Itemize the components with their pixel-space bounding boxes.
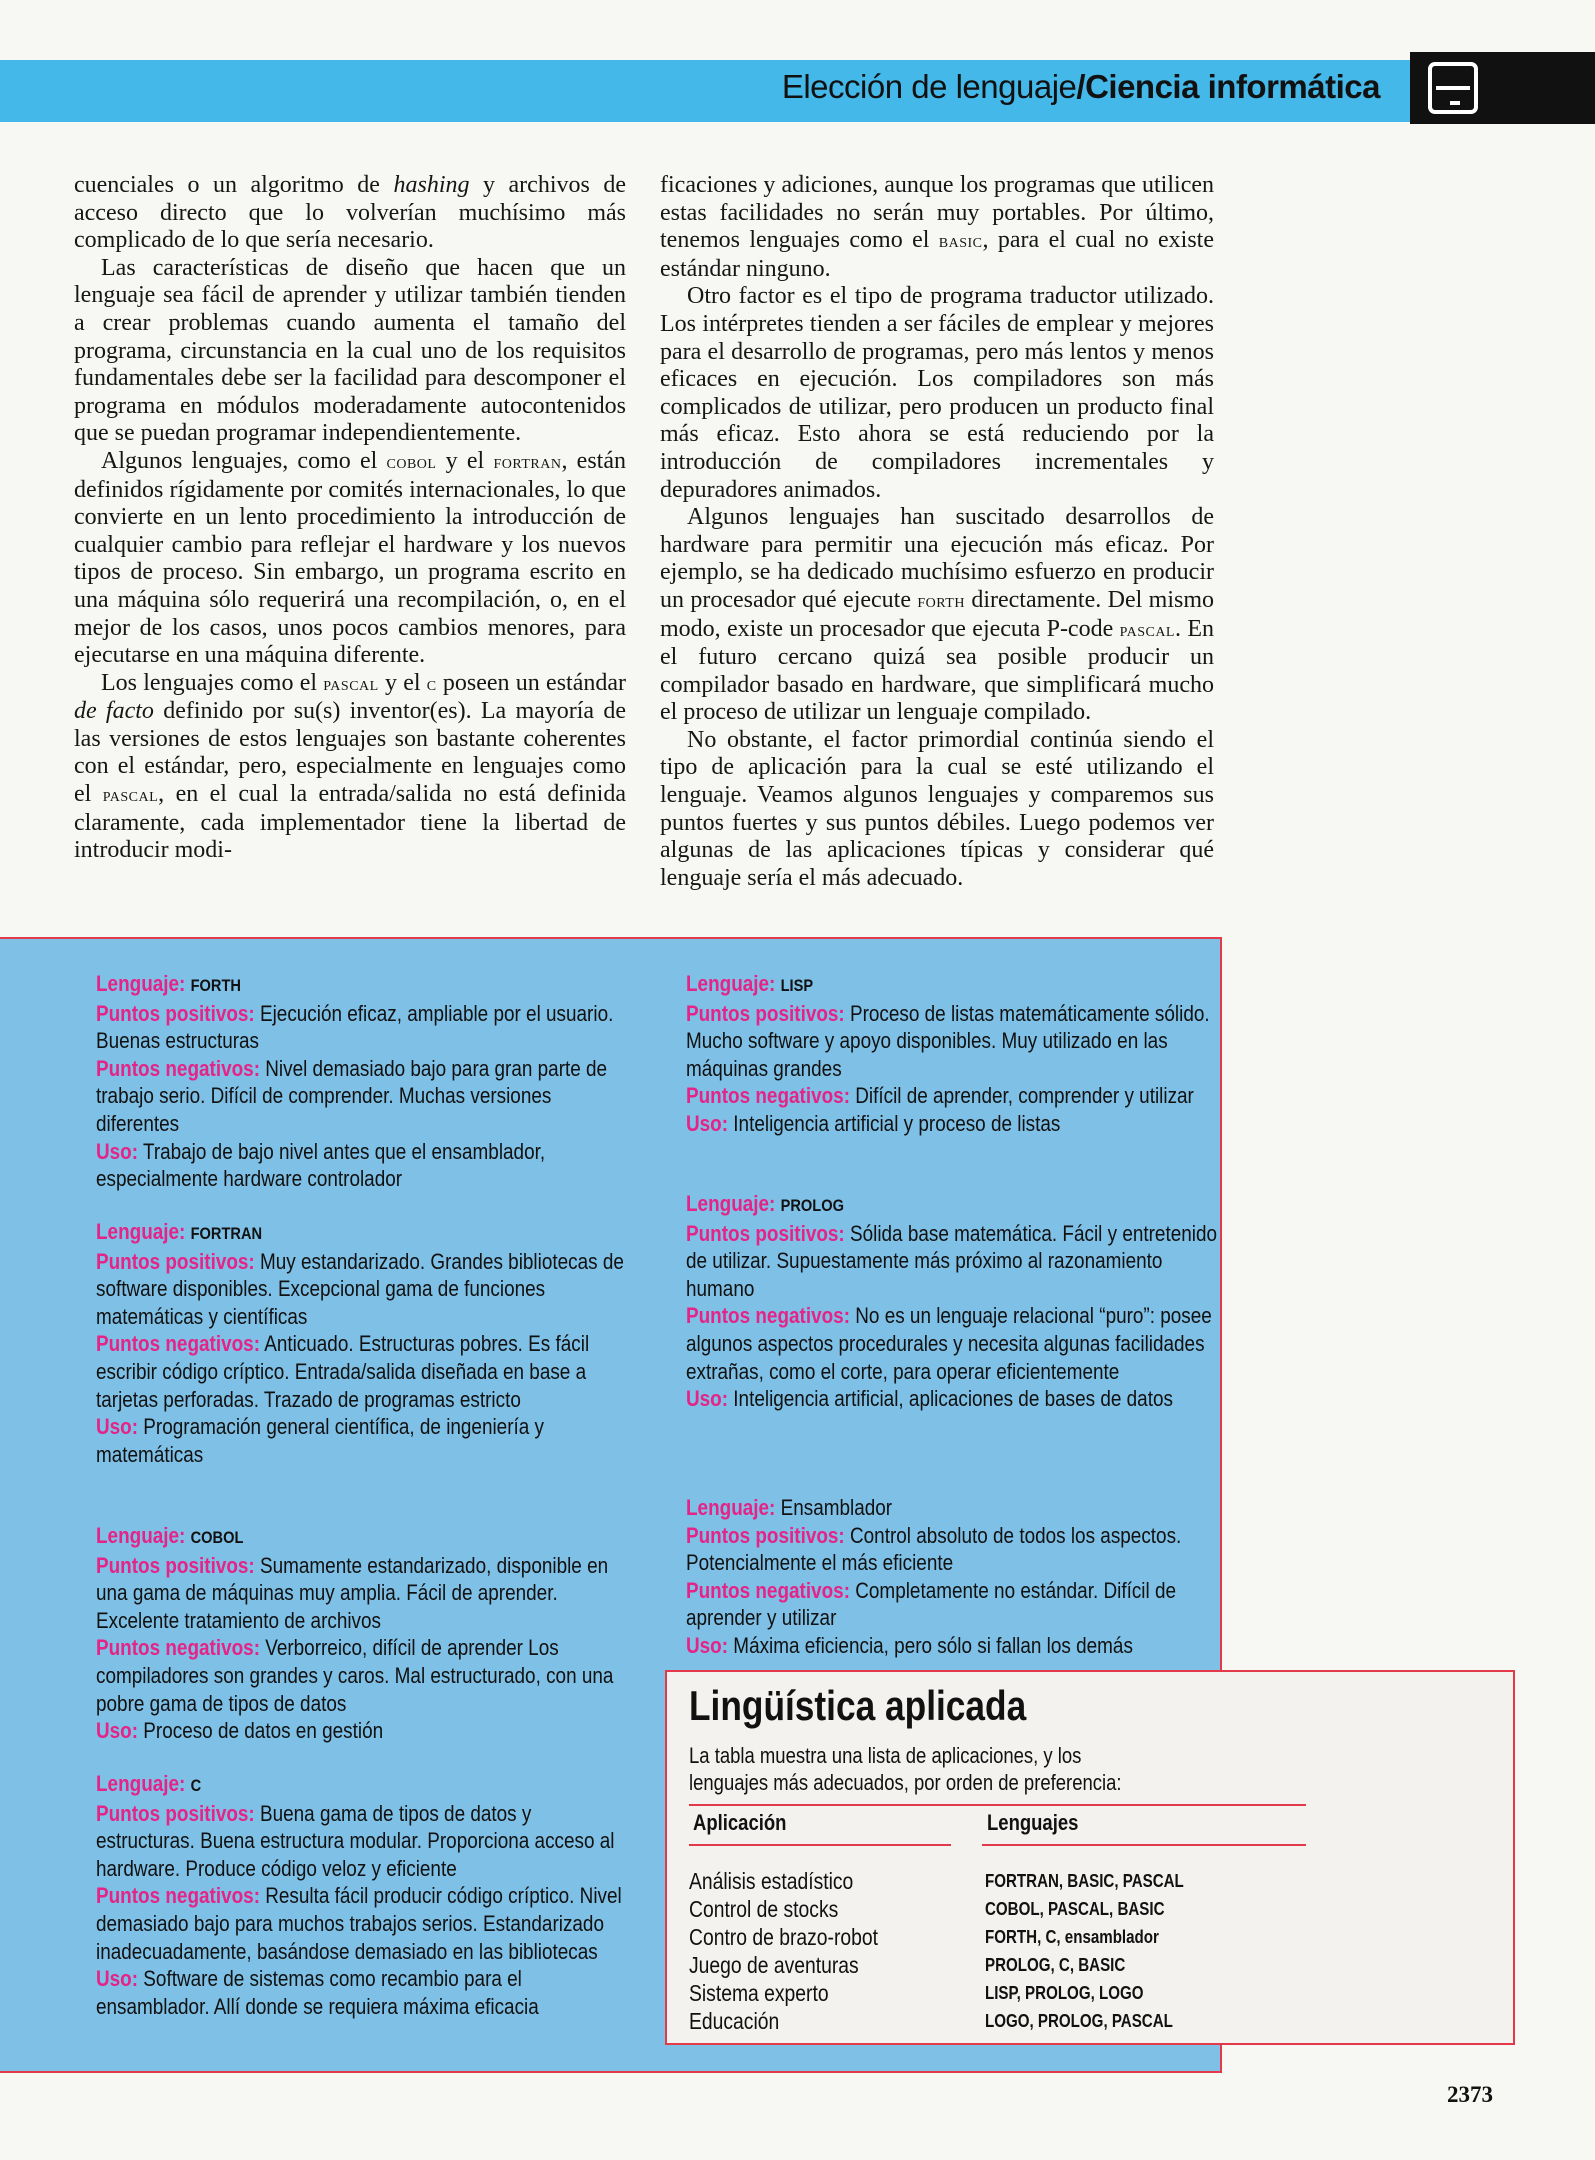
text-run: definido por su(s) inventor(es). La mayoría de las versiones de estos lenguajes son bastante coherentes con el estándar, pero, especialmente en lenguajes como el — [74, 698, 626, 808]
label-uso: Uso: — [686, 1110, 729, 1136]
label-lenguaje: Lenguaje: — [96, 1219, 186, 1244]
column-header-application: Aplicación — [693, 1810, 787, 1835]
application-cell: Contro de brazo-robot — [689, 1924, 879, 1950]
box-intro-line: lenguajes más adecuados, por orden de preferencia: — [689, 1770, 1122, 1795]
text-run: directamente. Del mismo modo, existe un procesador que ejecuta P-code — [660, 586, 1214, 642]
column-header-languages: Lenguajes — [987, 1810, 1079, 1835]
smallcaps-run: fortran — [493, 450, 562, 473]
use-text: Máxima eficiencia, pero sólo si fallan los demás — [728, 1632, 1133, 1658]
label-uso: Uso: — [96, 1414, 139, 1440]
label-positivos: Puntos positivos: — [686, 1522, 845, 1548]
application-cell: Juego de aventuras — [689, 1952, 859, 1978]
negative-text: Nivel demasiado bajo para gran parte de trabajo serio. Difícil de comprender. Muchas versiones diferentes — [96, 1055, 608, 1136]
text-run: y el — [436, 447, 494, 474]
label-negativos: Puntos negativos: — [96, 1055, 260, 1081]
right-column — [660, 172, 1214, 892]
positive-text: Sólida base matemática. Fácil y entretenido de utilizar. Supuestamente más próximo al razonamiento humano — [686, 1220, 1218, 1301]
label-positivos: Puntos positivos: — [96, 1552, 255, 1578]
text-run: y archivos de acceso directo que lo volverían muchísimo más complicado de lo que sería necesario. — [74, 172, 626, 254]
label-negativos: Puntos negativos: — [686, 1303, 850, 1329]
label-lenguaje: Lenguaje: — [96, 1523, 186, 1548]
entry-positive — [686, 1000, 1219, 1083]
language-entry — [96, 1218, 629, 1468]
entry-use — [96, 1965, 629, 2020]
language-entry — [96, 970, 629, 1193]
negative-text: Verborreico, difícil de aprender Los compiladores son grandes y caros. Mal estructurado, con una pobre gama de tipos de datos — [96, 1635, 614, 1716]
text-run: poseen un estándar — [436, 669, 627, 696]
entry-negative — [96, 1634, 629, 1717]
text-run: Los lenguajes como el — [101, 669, 324, 696]
smallcaps-run: pascal — [1119, 618, 1175, 641]
header-separator: / — [1076, 68, 1086, 105]
smallcaps-run: cobol — [386, 450, 437, 473]
entry-positive — [686, 1522, 1219, 1577]
label-uso: Uso: — [686, 1632, 729, 1658]
table-row — [667, 1868, 1513, 1896]
negative-text: Difícil de aprender, comprender y utilizar — [849, 1083, 1194, 1109]
label-negativos: Puntos negativos: — [686, 1083, 850, 1109]
smallcaps-run: c — [426, 672, 437, 695]
text-run: ficaciones y adiciones, aunque los programas que utilicen estas facilidades no serán muy portables. Por último, tenemos lenguajes como el — [660, 172, 1214, 254]
positive-text: Proceso de listas matemáticamente sólido. Mucho software y apoyo disponibles. Muy utilizado en las máquinas grandes — [686, 1000, 1210, 1081]
entry-language — [686, 1190, 1219, 1220]
label-positivos: Puntos positivos: — [96, 1248, 255, 1274]
table-header-rule — [689, 1844, 951, 1846]
label-positivos: Puntos positivos: — [96, 1800, 255, 1826]
text-run: Algunos lenguajes, como el — [101, 447, 387, 474]
entry-use — [686, 1385, 1219, 1413]
languages-cell: FORTRAN, BASIC, PASCAL — [985, 1871, 1184, 1891]
text-run-italic: hashing — [393, 172, 470, 198]
table-row — [667, 1980, 1513, 2008]
box-intro-line: La tabla muestra una lista de aplicaciones, y los — [689, 1743, 1082, 1768]
entry-language — [686, 970, 1219, 1000]
left-paragraph-4 — [74, 670, 626, 865]
left-paragraph-2: Las características de diseño que hacen que un lenguaje sea fácil de aprender y utilizar también tienden a crear problemas cuando aumenta el tamaño del programa, circunstancia en la cual uno de los requisitos fundamentales debe ser la facilidad para descomponer el programa en módulos moderadamente autocontenidos que se puedan programar independientemente. — [74, 254, 626, 447]
right-paragraph-2: Otro factor es el tipo de programa traductor utilizado. Los intérpretes tienden a ser fáciles de emplear y mejores para el desarrollo de programas, pero más lentos y menos eficaces en ejecución. Los compiladores son más complicados de utilizar, pero producen un producto final más eficaz. Esto ahora se está reduciendo por la introducción de compiladores incrementales y depuradores animados. — [660, 283, 1214, 503]
right-paragraph-3 — [660, 504, 1214, 727]
entry-positive — [96, 1000, 629, 1055]
use-text: Programación general científica, de ingeniería y matemáticas — [96, 1414, 545, 1467]
entry-use — [96, 1138, 629, 1193]
negative-text: No es un lenguaje relacional “puro”: posee algunos aspectos procedurales y necesita algunas facilidades extrañas, como el corte, para operar eficientemente — [686, 1303, 1212, 1384]
positive-text: Sumamente estandarizado, disponible en una gama de máquinas muy amplia. Fácil de aprender. Excelente tratamiento de archivos — [96, 1552, 609, 1633]
entry-negative — [686, 1082, 1219, 1110]
label-positivos: Puntos positivos: — [686, 1000, 845, 1026]
label-uso: Uso: — [96, 1718, 139, 1744]
language-name: COBOL — [190, 1528, 244, 1547]
label-lenguaje: Lenguaje: — [96, 971, 186, 996]
entry-use — [686, 1632, 1219, 1660]
label-lenguaje: Lenguaje: — [686, 971, 776, 996]
right-paragraph-4: No obstante, el factor primordial continúa siendo el tipo de aplicación para la cual se esté utilizando el lenguaje. Veamos algunos lenguajes y comparemos sus puntos fuertes y sus puntos débiles. Luego podemos ver algunas de las aplicaciones típicas y considerar qué lenguaje sería el más adecuado. — [660, 726, 1214, 891]
languages-cell: LISP, PROLOG, LOGO — [985, 1983, 1144, 2003]
entry-language — [686, 1494, 1219, 1522]
entry-negative — [96, 1055, 629, 1138]
application-cell: Educación — [689, 2008, 780, 2034]
use-text: Software de sistemas como recambio para el ensamblador. Allí donde se requiera máxima eficacia — [96, 1966, 539, 2019]
label-positivos: Puntos positivos: — [686, 1220, 845, 1246]
label-lenguaje: Lenguaje: — [686, 1191, 776, 1216]
text-run: y el — [378, 669, 427, 696]
box-intro — [689, 1742, 1122, 1796]
text-run: . En el futuro cercano quizá sea posible producir un compilador basado en hardware, que simplificará mucho el proceso de utilizar un lenguaje compilado. — [660, 615, 1214, 726]
entry-language — [96, 1770, 629, 1800]
use-text: Inteligencia artificial, aplicaciones de bases de datos — [728, 1386, 1173, 1412]
smallcaps-run: pascal — [323, 672, 379, 695]
entry-negative — [96, 1882, 629, 1965]
page-number: 2373 — [1447, 2082, 1493, 2107]
entry-negative — [96, 1330, 629, 1413]
label-lenguaje: Lenguaje: — [96, 1771, 186, 1796]
use-text: Trabajo de bajo nivel antes que el ensamblador, especialmente hardware controlador — [96, 1138, 546, 1192]
table-header-rule — [982, 1844, 1306, 1846]
languages-cell: PROLOG, C, BASIC — [985, 1955, 1126, 1975]
label-negativos: Puntos negativos: — [96, 1883, 260, 1909]
text-run: , para el cual no existe estándar ninguno. — [660, 227, 1214, 282]
entry-language — [96, 1218, 629, 1248]
entry-positive — [96, 1552, 629, 1635]
languages-cell: FORTH, C, ensamblador — [985, 1927, 1159, 1947]
entry-language — [96, 1522, 629, 1552]
entry-use — [96, 1717, 629, 1745]
label-positivos: Puntos positivos: — [96, 1000, 255, 1026]
application-cell: Control de stocks — [689, 1896, 839, 1922]
language-entry — [96, 1522, 629, 1745]
label-negativos: Puntos negativos: — [96, 1635, 260, 1661]
positive-text: Buena gama de tipos de datos y estructuras. Buena estructura modular. Proporciona acceso al hardware. Produce código veloz y eficiente — [96, 1800, 615, 1881]
table-row — [667, 2008, 1513, 2036]
table-top-rule — [689, 1804, 1306, 1806]
table-row — [667, 1924, 1513, 1952]
language-name: FORTH — [190, 976, 241, 995]
smallcaps-run: basic — [938, 230, 983, 253]
language-name: C — [190, 1776, 202, 1795]
header-topic: Elección de lenguaje — [781, 68, 1077, 105]
table-row — [667, 1896, 1513, 1924]
label-lenguaje: Lenguaje: — [686, 1495, 776, 1520]
negative-text: Resulta fácil producir código críptico. Nivel demasiado bajo para muchos trabajos serios. Estandarizado inadecuadamente, basándose demasiado en las bibliotecas — [96, 1883, 622, 1964]
languages-cell: COBOL, PASCAL, BASIC — [985, 1899, 1165, 1919]
label-negativos: Puntos negativos: — [96, 1331, 260, 1357]
language-name: PROLOG — [780, 1196, 844, 1215]
text-run: , en el cual la entrada/salida no está definida claramente, cada implementador tiene la libertad de introducir modi- — [74, 781, 626, 864]
label-uso: Uso: — [96, 1966, 139, 1992]
language-entry — [686, 1494, 1219, 1660]
smallcaps-run: pascal — [102, 784, 159, 807]
box-title: Lingüística aplicada — [689, 1682, 1027, 1729]
text-run: cuenciales o un algoritmo de — [74, 172, 394, 198]
application-cell: Sistema experto — [689, 1980, 829, 2006]
entry-language — [96, 970, 629, 1000]
language-entry — [686, 970, 1219, 1138]
left-column — [74, 172, 626, 865]
header-section: Ciencia informática — [1085, 68, 1380, 105]
positive-text: Muy estandarizado. Grandes bibliotecas de software disponibles. Excepcional gama de funciones matemáticas y científicas — [96, 1248, 624, 1329]
negative-text: Completamente no estándar. Difícil de aprender y utilizar — [686, 1577, 1177, 1631]
label-negativos: Puntos negativos: — [686, 1577, 850, 1603]
running-header — [782, 68, 1380, 106]
negative-text: Anticuado. Estructuras pobres. Es fácil escribir código críptico. Entrada/salida diseñada en base a tarjetas perforadas. Trazado de programas estricto — [96, 1331, 590, 1412]
smallcaps-run: forth — [917, 589, 965, 612]
application-cell: Análisis estadístico — [689, 1868, 854, 1894]
entry-negative — [686, 1577, 1219, 1632]
entry-use — [96, 1413, 629, 1468]
languages-cell: LOGO, PROLOG, PASCAL — [985, 2011, 1173, 2031]
entry-use — [686, 1110, 1219, 1138]
entry-positive — [96, 1800, 629, 1883]
applied-linguistics-box — [665, 1670, 1515, 2045]
label-uso: Uso: — [686, 1386, 729, 1412]
language-entry — [96, 1770, 629, 2020]
table-row — [667, 1952, 1513, 1980]
left-paragraph-1 — [74, 172, 626, 255]
language-name: FORTRAN — [190, 1224, 263, 1243]
language-name: LISP — [780, 976, 814, 995]
use-text: Inteligencia artificial y proceso de listas — [728, 1110, 1061, 1136]
positive-text: Control absoluto de todos los aspectos. Potencialmente el más eficiente — [686, 1522, 1182, 1576]
text-run: , están definidos rígidamente por comités internacionales, lo que convierte en un lento procedimiento la introducción de cualquier cambio para reflejar el hardware y los nuevos tipos de proceso. Sin embargo, un programa escrito en una máquina sólo requerirá una recompilación, o, en el mejor de los casos, unos pocos cambios menores, para ejecutarse en una máquina diferente. — [74, 447, 626, 669]
chip-icon — [1428, 62, 1478, 114]
entry-positive — [96, 1248, 629, 1331]
entry-negative — [686, 1302, 1219, 1385]
entry-positive — [686, 1220, 1219, 1303]
use-text: Proceso de datos en gestión — [138, 1718, 384, 1744]
right-paragraph-1 — [660, 172, 1214, 283]
text-run: Algunos lenguajes han suscitado desarrollos de hardware para permitir una ejecución más eficaz. Por ejemplo, se ha dedicado muchísimo esfuerzo en producir un procesador qué ejecute — [660, 504, 1214, 613]
label-uso: Uso: — [96, 1138, 139, 1164]
left-paragraph-3 — [74, 448, 626, 670]
language-name: Ensamblador — [780, 1495, 893, 1520]
language-entry — [686, 1190, 1219, 1413]
positive-text: Ejecución eficaz, ampliable por el usuario. Buenas estructuras — [96, 1000, 614, 1054]
text-run-italic: de facto — [74, 698, 154, 725]
